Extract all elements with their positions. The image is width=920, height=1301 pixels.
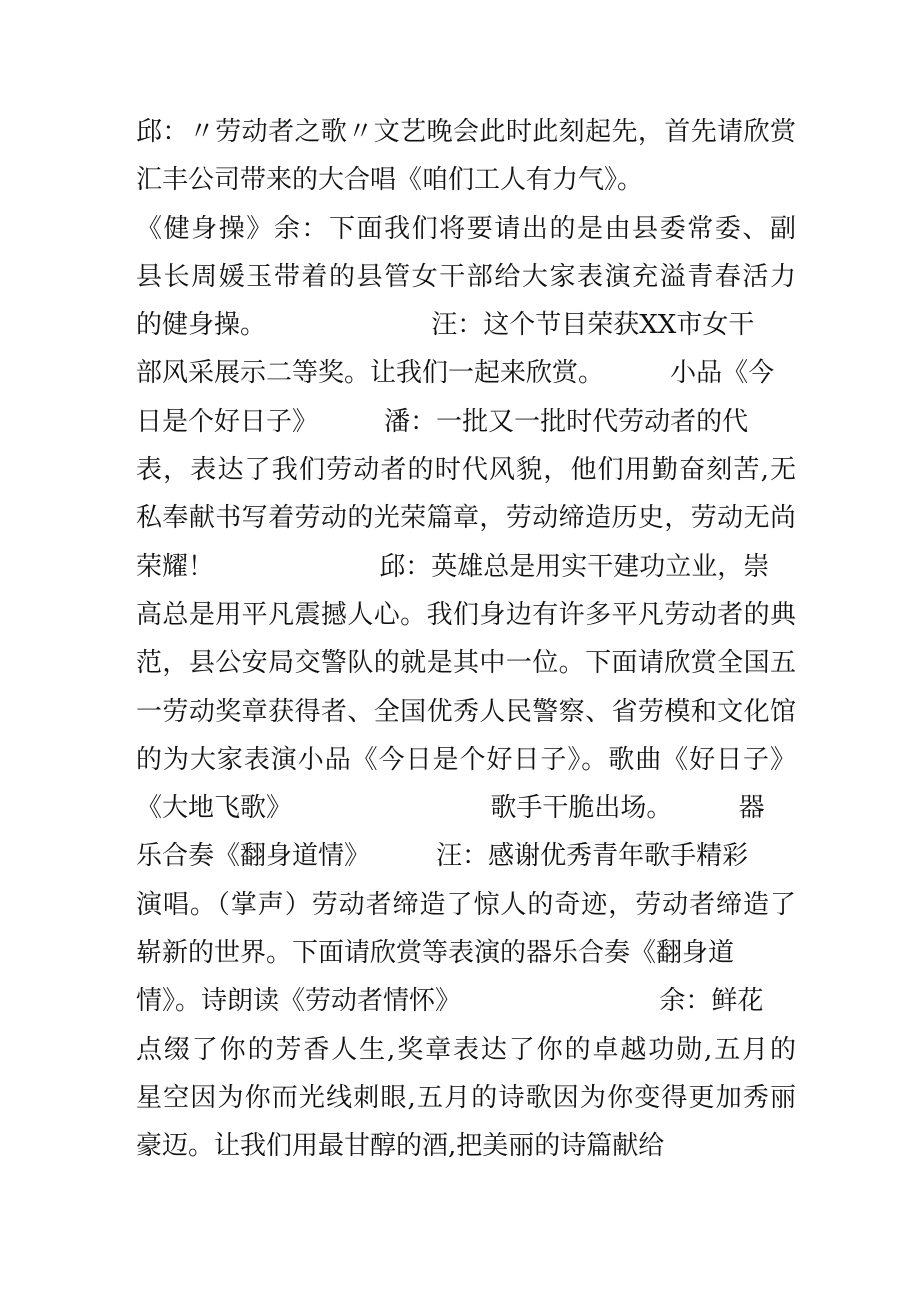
text-line: 豪迈。让我们用最甘醇的酒,把美丽的诗篇献给: [136, 1131, 665, 1162]
text-line: 高总是用平凡震撼人心。我们身边有许多平凡劳动者的典: [136, 599, 796, 630]
text-line: 部风采展示二等奖。让我们一起来欣赏。 小品《今: [136, 358, 775, 389]
text-line: 日是个好日子》 潘：一批又一批时代劳动者的代: [136, 406, 749, 437]
text-line: 汇丰公司带来的大合唱《咱们工人有力气》。: [136, 165, 644, 196]
text-line: 乐合奏《翻身道情》 汪：感谢优秀青年歌手精彩: [136, 841, 749, 872]
text-line: 演唱。（掌声）劳动者缔造了惊人的奇迹，劳动者缔造了: [136, 889, 796, 920]
text-line: 私奉献书写着劳动的光荣篇章，劳动缔造历史，劳动无尚: [136, 503, 796, 534]
text-line: 一劳动奖章获得者、全国优秀人民警察、省劳模和文化馆: [136, 696, 796, 727]
text-line: 星空因为你而光线刺眼,五月的诗歌因为你变得更加秀丽: [136, 1082, 796, 1113]
text-line: 荣耀！ 邱：英雄总是用实干建功立业，崇: [136, 551, 770, 582]
text-line: 范，县公安局交警队的就是其中一位。下面请欣赏全国五: [136, 648, 796, 679]
text-line: 崭新的世界。下面请欣赏等表演的器乐合奏《翻身道: [136, 938, 735, 969]
text-line: 的为大家表演小品《今日是个好日子》。歌曲《好日子》: [136, 744, 796, 775]
text-line: 情》。诗朗读《劳动者情怀》 余：鲜花: [136, 986, 764, 1017]
text-line: 点缀了你的芳香人生,奖章表达了你的卓越功勋,五月的: [136, 1034, 796, 1065]
text-line: 县长周媛玉带着的县管女干部给大家表演充溢青春活力: [136, 261, 796, 292]
text-line: 表，表达了我们劳动者的时代风貌，他们用勤奋刻苦,无: [136, 455, 796, 486]
text-line: 的健身操。 汪：这个节目荣获XX市女干: [136, 310, 755, 341]
text-line: 邱：〃劳动者之歌〃文艺晚会此时此刻起先，首先请欣赏: [136, 117, 796, 147]
body-text: [136, 108, 796, 1171]
text-line: 《健身操》余：下面我们将要请出的是由县委常委、副: [136, 213, 796, 244]
text-line: 《大地飞歌》 歌手干脆出场。 器: [136, 793, 765, 824]
